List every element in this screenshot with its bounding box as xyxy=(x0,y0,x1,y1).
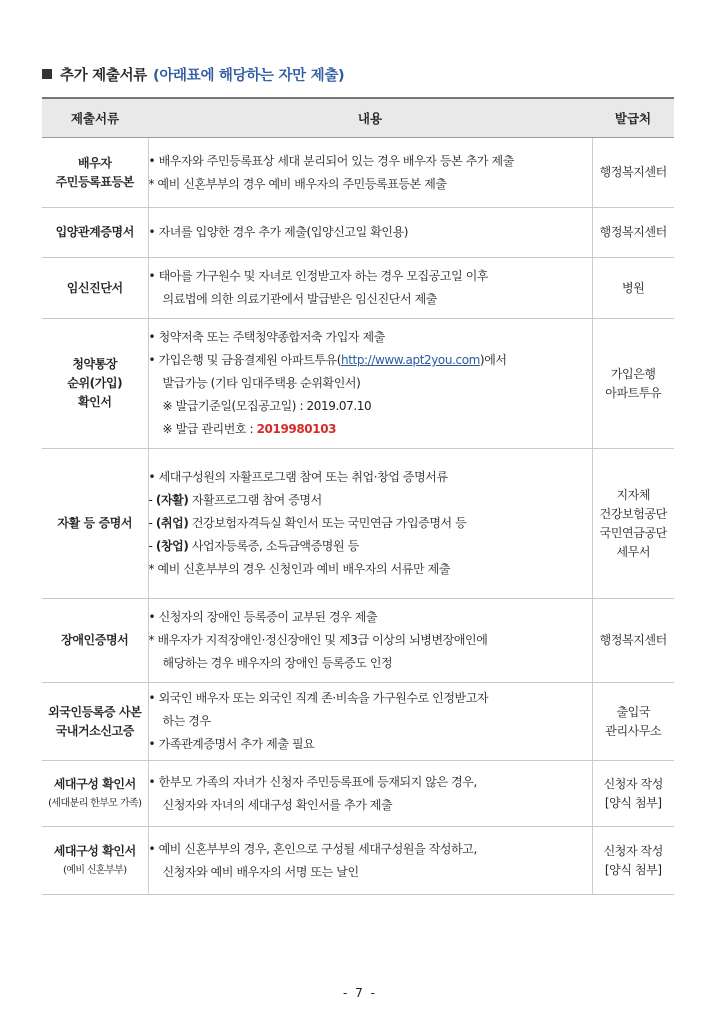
content-line: 하는 경우 xyxy=(162,714,211,728)
doc-content xyxy=(148,761,592,827)
doc-name-sub: (예비 신혼부부) xyxy=(62,864,127,876)
doc-content xyxy=(148,258,592,319)
doc-name xyxy=(42,319,148,449)
header-doc: 제출서류 xyxy=(42,98,148,138)
issuer xyxy=(592,138,674,208)
doc-name xyxy=(42,258,148,319)
doc-name-line: 장애인증명서 xyxy=(61,633,129,647)
issuer-line: 신청자 작성 xyxy=(603,843,663,858)
content-line xyxy=(149,418,592,441)
content-line: 해당하는 경우 배우자의 장애인 등록증도 인정 xyxy=(162,656,393,670)
doc-name-line: 자활 등 증명서 xyxy=(57,516,133,530)
issuer-line: 신청자 작성 xyxy=(603,776,663,791)
issuer-line: 아파트투유 xyxy=(605,385,662,400)
content-line: • 세대구성원의 자활프로그램 참여 또는 취업·창업 증명서류 xyxy=(148,470,448,484)
issuer xyxy=(592,258,674,319)
content-line: • 예비 신혼부부의 경우, 혼인으로 구성될 세대구성원을 작성하고, xyxy=(148,841,477,856)
content-line: • 배우자와 주민등록표상 세대 분리되어 있는 경우 배우자 등본 추가 제출 xyxy=(148,153,514,168)
apt2you-link[interactable]: http://www.apt2you.com xyxy=(341,353,480,367)
doc-name xyxy=(42,599,148,683)
doc-name-line: 외국인등록증 사본 xyxy=(48,704,142,719)
doc-content xyxy=(148,827,592,895)
doc-name xyxy=(42,761,148,827)
issuer-line: 행정복지센터 xyxy=(599,633,667,647)
issuer xyxy=(592,683,674,761)
item-tag: (취업) xyxy=(155,516,189,530)
content-line: 신청자와 예비 배우자의 서명 또는 날인 xyxy=(162,864,359,879)
table-row xyxy=(42,138,674,208)
doc-name xyxy=(42,683,148,761)
doc-content xyxy=(148,683,592,761)
content-line: • 자녀를 입양한 경우 추가 제출(입양신고일 확인용) xyxy=(148,225,409,239)
doc-name-line: 세대구성 확인서 xyxy=(53,776,136,791)
table-header-row xyxy=(42,98,674,138)
doc-name-line: 세대구성 확인서 xyxy=(53,843,136,858)
item-text: 건강보험자격득실 확인서 또는 국민연금 가입증명서 등 xyxy=(188,516,467,530)
table-row xyxy=(42,449,674,599)
content-line: 의료법에 의한 의료기관에서 발급받은 임신진단서 제출 xyxy=(162,292,437,306)
square-bullet-icon xyxy=(42,69,52,79)
issuer-line: 세무서 xyxy=(616,544,651,559)
doc-content xyxy=(148,599,592,683)
doc-name-line: 순위(가입) xyxy=(67,376,123,390)
content-line: * 배우자가 지적장애인·정신장애인 및 제3급 이상의 뇌병변장애인에 xyxy=(148,633,488,647)
doc-content xyxy=(148,208,592,258)
content-line: ※ 발급기준일(모집공고일) : 2019.07.10 xyxy=(162,399,372,413)
doc-name-line: 임신진단서 xyxy=(66,280,123,295)
issuer xyxy=(592,827,674,895)
section-note: (아래표에 해당하는 자만 제출) xyxy=(153,68,345,84)
content-line: • 한부모 가족의 자녀가 신청자 주민등록표에 등재되지 않은 경우, xyxy=(148,774,477,789)
doc-name xyxy=(42,208,148,258)
content-line: • 신청자의 장애인 등록증이 교부된 경우 제출 xyxy=(148,610,378,624)
additional-documents-table xyxy=(42,97,674,895)
issuer-line: 건강보험공단 xyxy=(599,506,667,521)
issuer xyxy=(592,599,674,683)
section-heading xyxy=(42,64,344,85)
issuer-line: 관리사무소 xyxy=(605,723,662,738)
doc-name-sub: (세대분리 한부모 가족) xyxy=(48,797,142,809)
management-number: 2019980103 xyxy=(256,422,337,436)
issuer xyxy=(592,208,674,258)
content-line xyxy=(149,535,592,558)
item-tag: (자활) xyxy=(155,493,189,507)
issuer-line: 행정복지센터 xyxy=(599,225,667,239)
issuer-line: [양식 첨부] xyxy=(604,862,662,877)
doc-name-line: 국내거소신고증 xyxy=(55,723,134,738)
content-line: * 예비 신혼부부의 경우 예비 배우자의 주민등록표등본 제출 xyxy=(148,176,447,191)
doc-name-line: 입양관계증명서 xyxy=(55,225,134,239)
table-row xyxy=(42,827,674,895)
table-row xyxy=(42,319,674,449)
dash: - xyxy=(148,539,153,553)
table-row xyxy=(42,208,674,258)
item-text: 자활프로그램 참여 증명서 xyxy=(188,493,322,507)
section-title: 추가 제출서류 xyxy=(60,68,147,84)
content-line: • 외국인 배우자 또는 외국인 직계 존·비속을 가구원수로 인정받고자 xyxy=(148,691,489,705)
issuer-line: 지자체 xyxy=(616,487,651,502)
header-issuer: 발급처 xyxy=(592,98,674,138)
dash: - xyxy=(148,493,153,507)
issuer-line: 병원 xyxy=(622,280,645,295)
doc-content xyxy=(148,449,592,599)
table-row xyxy=(42,761,674,827)
issuer-line: 가입은행 xyxy=(610,366,656,381)
page-number: - 7 - xyxy=(343,986,377,1000)
content-line: 발급가능 (기타 임대주택용 순위확인서) xyxy=(162,376,361,390)
content-line: • 가족관계증명서 추가 제출 필요 xyxy=(148,737,315,751)
issuer xyxy=(592,761,674,827)
table-row xyxy=(42,258,674,319)
issuer xyxy=(592,449,674,599)
issuer xyxy=(592,319,674,449)
content-line xyxy=(149,489,592,512)
header-content: 내용 xyxy=(148,98,592,138)
table-row xyxy=(42,599,674,683)
content-text: )에서 xyxy=(479,353,507,367)
content-line: * 예비 신혼부부의 경우 신청인과 예비 배우자의 서류만 제출 xyxy=(148,562,451,576)
doc-name xyxy=(42,449,148,599)
dash: - xyxy=(148,516,153,530)
doc-content xyxy=(148,138,592,208)
doc-name-line: 주민등록표등본 xyxy=(55,174,134,189)
issuer-line: 국민연금공단 xyxy=(599,525,667,540)
issuer-line: 행정복지센터 xyxy=(599,165,667,179)
table-row xyxy=(42,683,674,761)
content-line xyxy=(149,512,592,535)
content-line: • 태아를 가구원수 및 자녀로 인정받고자 하는 경우 모집공고일 이후 xyxy=(148,269,489,283)
doc-name-line: 배우자 xyxy=(77,155,112,170)
content-text: ※ 발급 관리번호 : xyxy=(162,422,257,436)
content-text: • 가입은행 및 금융결제원 아파트투유( xyxy=(148,353,341,367)
doc-name-line: 청약통장 xyxy=(72,357,118,371)
issuer-line: [양식 첨부] xyxy=(604,795,662,810)
doc-name xyxy=(42,138,148,208)
item-text: 사업자등록증, 소득금액증명원 등 xyxy=(188,539,359,553)
item-tag: (창업) xyxy=(155,539,189,553)
content-line: • 청약저축 또는 주택청약종합저축 가입자 제출 xyxy=(148,330,385,344)
doc-name-line: 확인서 xyxy=(77,395,112,409)
content-line xyxy=(149,349,592,372)
issuer-line: 출입국 xyxy=(616,704,651,719)
content-line: 신청자와 자녀의 세대구성 확인서를 추가 제출 xyxy=(162,797,393,812)
doc-content xyxy=(148,319,592,449)
doc-name xyxy=(42,827,148,895)
